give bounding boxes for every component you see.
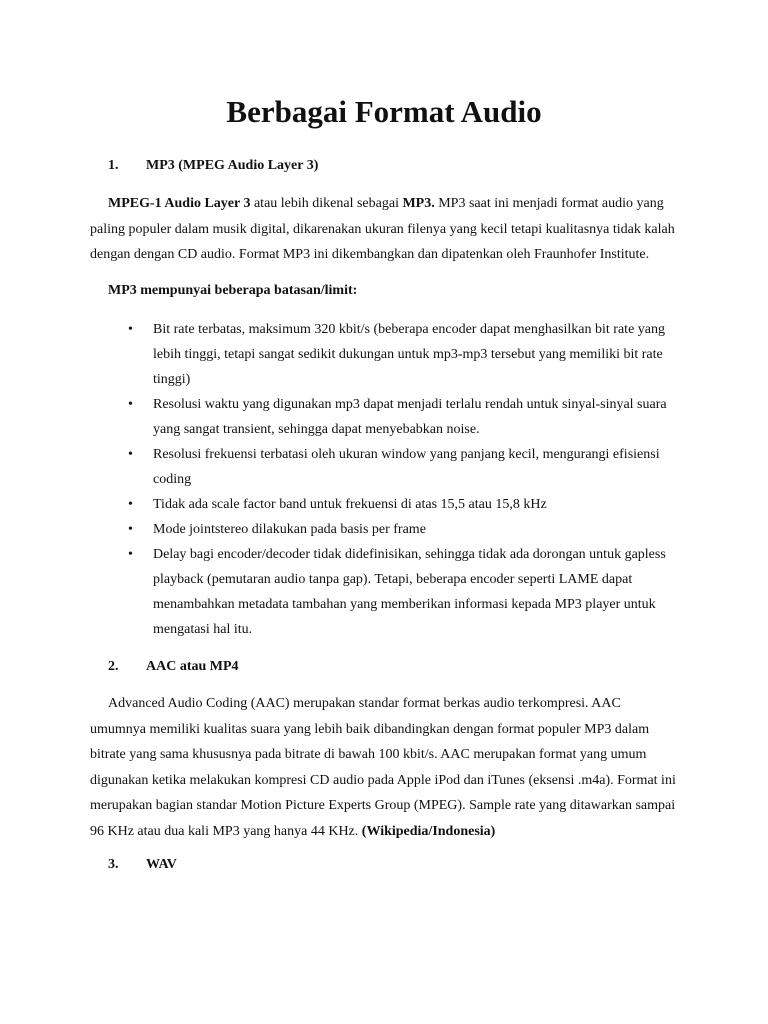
list-item: • Resolusi frekuensi terbatasi oleh ukuran window yang panjang kecil, mengurangi efisiensi coding	[126, 442, 686, 492]
list-item: • Resolusi waktu yang digunakan mp3 dapat menjadi terlalu rendah untuk sinyal-sinyal suara yang sangat transient, sehingga dapat menyebabkan noise.	[126, 392, 686, 442]
intro-bold-term: MPEG-1 Audio Layer 3	[108, 196, 251, 211]
list-item: • Tidak ada scale factor band untuk frekuensi di atas 15,5 atau 15,8 kHz	[126, 492, 686, 517]
source-citation: (Wikipedia/Indonesia)	[361, 823, 496, 839]
intro-text-rest: MP3 saat ini menjadi format audio yang paling populer dalam musik digital, dikarenakan ukuran filenya yang kecil tetapi kualitasnya tidak kalah dengan dengan CD audio. Format MP3 ini dikembangkan dan dipatenkan oleh Fraunhofer Institute.	[90, 196, 675, 262]
section-2-title: AAC atau MP4	[146, 659, 239, 674]
list-item: • Mode jointstereo dilakukan pada basis per frame	[126, 517, 686, 542]
section-3-number: 3.	[108, 857, 119, 872]
limits-heading: MP3 mempunyai beberapa batasan/limit:	[108, 283, 358, 298]
intro-text-mid: atau lebih dikenal sebagai	[250, 196, 403, 211]
list-item: • Bit rate terbatas, maksimum 320 kbit/s (beberapa encoder dapat menghasilkan bit rate yang lebih tinggi, tetapi sangat sedikit dukungan untuk mp3-mp3 tersebut yang memiliki bit rate tinggi)	[126, 317, 686, 392]
section-2-body: Advanced Audio Coding (AAC) merupakan standar format berkas audio terkompresi. AAC umumnya memiliki kualitas suara yang lebih baik dibandingkan dengan format populer MP3 dalam bitrate yang sama khususnya pada bitrate di bawah 100 kbit/s. AAC merupakan format yang umum digunakan ketika melakukan kompresi CD audio pada Apple iPod dan iTunes (eksensi .m4a). Format ini merupakan bagian standar Motion Picture Experts Group (MPEG). Sample rate yang ditawarkan sampai 96 KHz atau dua kali MP3 yang hanya 44 KHz.	[90, 696, 676, 839]
section-1-heading	[108, 156, 318, 176]
section-1-title: MP3 (MPEG Audio Layer 3)	[146, 158, 319, 173]
limits-list	[126, 317, 686, 642]
section-2-paragraph	[90, 691, 680, 844]
intro-bold-term-2: MP3.	[402, 196, 435, 211]
section-2-heading	[108, 657, 239, 677]
section-1-number: 1.	[108, 158, 119, 173]
page-title: Berbagai Format Audio	[226, 94, 542, 129]
list-item: • Delay bagi encoder/decoder tidak didefinisikan, sehingga tidak ada dorongan untuk gapless playback (pemutaran audio tanpa gap). Tetapi, beberapa encoder seperti LAME dapat menambahkan metadata tambahan yang memberikan informasi kepada MP3 player untuk mengatasi hal itu.	[126, 542, 686, 642]
section-2-number: 2.	[108, 659, 119, 674]
section-3-title: WAV	[146, 857, 177, 872]
section-1-intro-paragraph	[90, 191, 680, 268]
section-3-heading	[108, 855, 177, 875]
